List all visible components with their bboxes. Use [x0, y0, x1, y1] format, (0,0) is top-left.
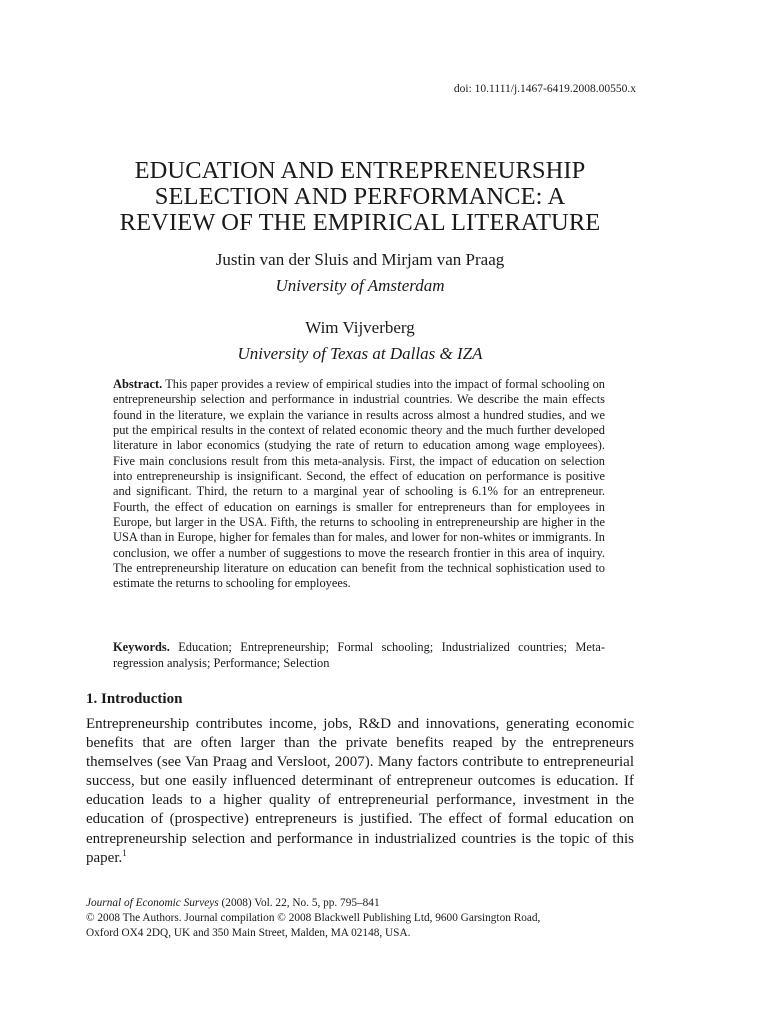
title-line: REVIEW OF THE EMPIRICAL LITERATURE	[119, 209, 601, 236]
abstract-label: Abstract.	[113, 377, 163, 391]
authors: Justin van der Sluis and Mirjam van Praag	[215, 250, 505, 269]
paper-title	[80, 158, 640, 236]
footnote-marker[interactable]: 1	[122, 847, 127, 858]
copyright-line: © 2008 The Authors. Journal compilation © 2008 Blackwell Publishing Ltd, 9600 Garsington Road,	[86, 912, 541, 924]
introduction-paragraph	[86, 715, 634, 868]
citation-text: (2008) Vol. 22, No. 5, pp. 795–841	[218, 897, 380, 909]
abstract-text: This paper provides a review of empirical studies into the impact of formal schooling on entrepreneurship selection and performance in industrial countries. We describe the main effects found in the literature, we explain the variance in results across almost a hundred studies, and we put the empirical results in the context of related economic theory and the much further developed literature in labor economics (studying the rate of return to education among wage employees). Five main conclusions result from this meta-analysis. First, the impact of education on selection into entrepreneurship is insignificant. Second, the effect of education on performance is positive and significant. Third, the return to a marginal year of schooling is 6.1% for an entrepreneur. Fourth, the effect of education on earnings is smaller for entrepreneurs than for employees in Europe, but larger in the USA. Fifth, the returns to schooling in entrepreneurship are higher in the USA than in Europe, higher for females than for males, and lower for non-whites or immigrants. In conclusion, we offer a number of suggestions to move the research frontier in this area of inquiry. The entrepreneurship literature on education can benefit from the technical sophistication used to estimate the returns to schooling for employees.	[113, 377, 606, 591]
keywords	[113, 640, 605, 671]
abstract	[113, 377, 605, 592]
title-line: EDUCATION AND ENTREPRENEURSHIP	[134, 157, 586, 184]
page-footer	[86, 896, 636, 941]
affiliation: University of Amsterdam	[275, 276, 445, 295]
intro-text: Entrepreneurship contributes income, jobs, R&D and innovations, generating economic benefits that are often larger than the private benefits reaped by the entrepreneurs themselves (see Van Praag and Versloot, 2007). Many factors contribute to entrepreneurial success, but one easily influenced determinant of entrepreneur outcomes is education. If education leads to a higher quality of entrepreneurial performance, investment in the education of (prospective) entrepreneurs is justified. The effect of formal education on entrepreneurship selection and performance in industrialized countries is the topic of this paper.	[86, 716, 634, 866]
section-heading: 1. Introduction	[86, 691, 183, 707]
affiliation: University of Texas at Dallas & IZA	[237, 344, 483, 363]
doi-line: doi: 10.1111/j.1467-6419.2008.00550.x	[453, 83, 636, 95]
author: Wim Vijverberg	[305, 318, 415, 337]
keywords-text: Education; Entrepreneurship; Formal schooling; Industrialized countries; Meta-regression analysis; Performance; Selection	[113, 640, 605, 670]
address-line: Oxford OX4 2DQ, UK and 350 Main Street, Malden, MA 02148, USA.	[86, 927, 411, 939]
title-line: SELECTION AND PERFORMANCE: A	[154, 183, 566, 210]
journal-citation	[86, 896, 636, 911]
journal-name: Journal of Economic Surveys	[86, 897, 219, 909]
keywords-label: Keywords.	[113, 640, 170, 654]
